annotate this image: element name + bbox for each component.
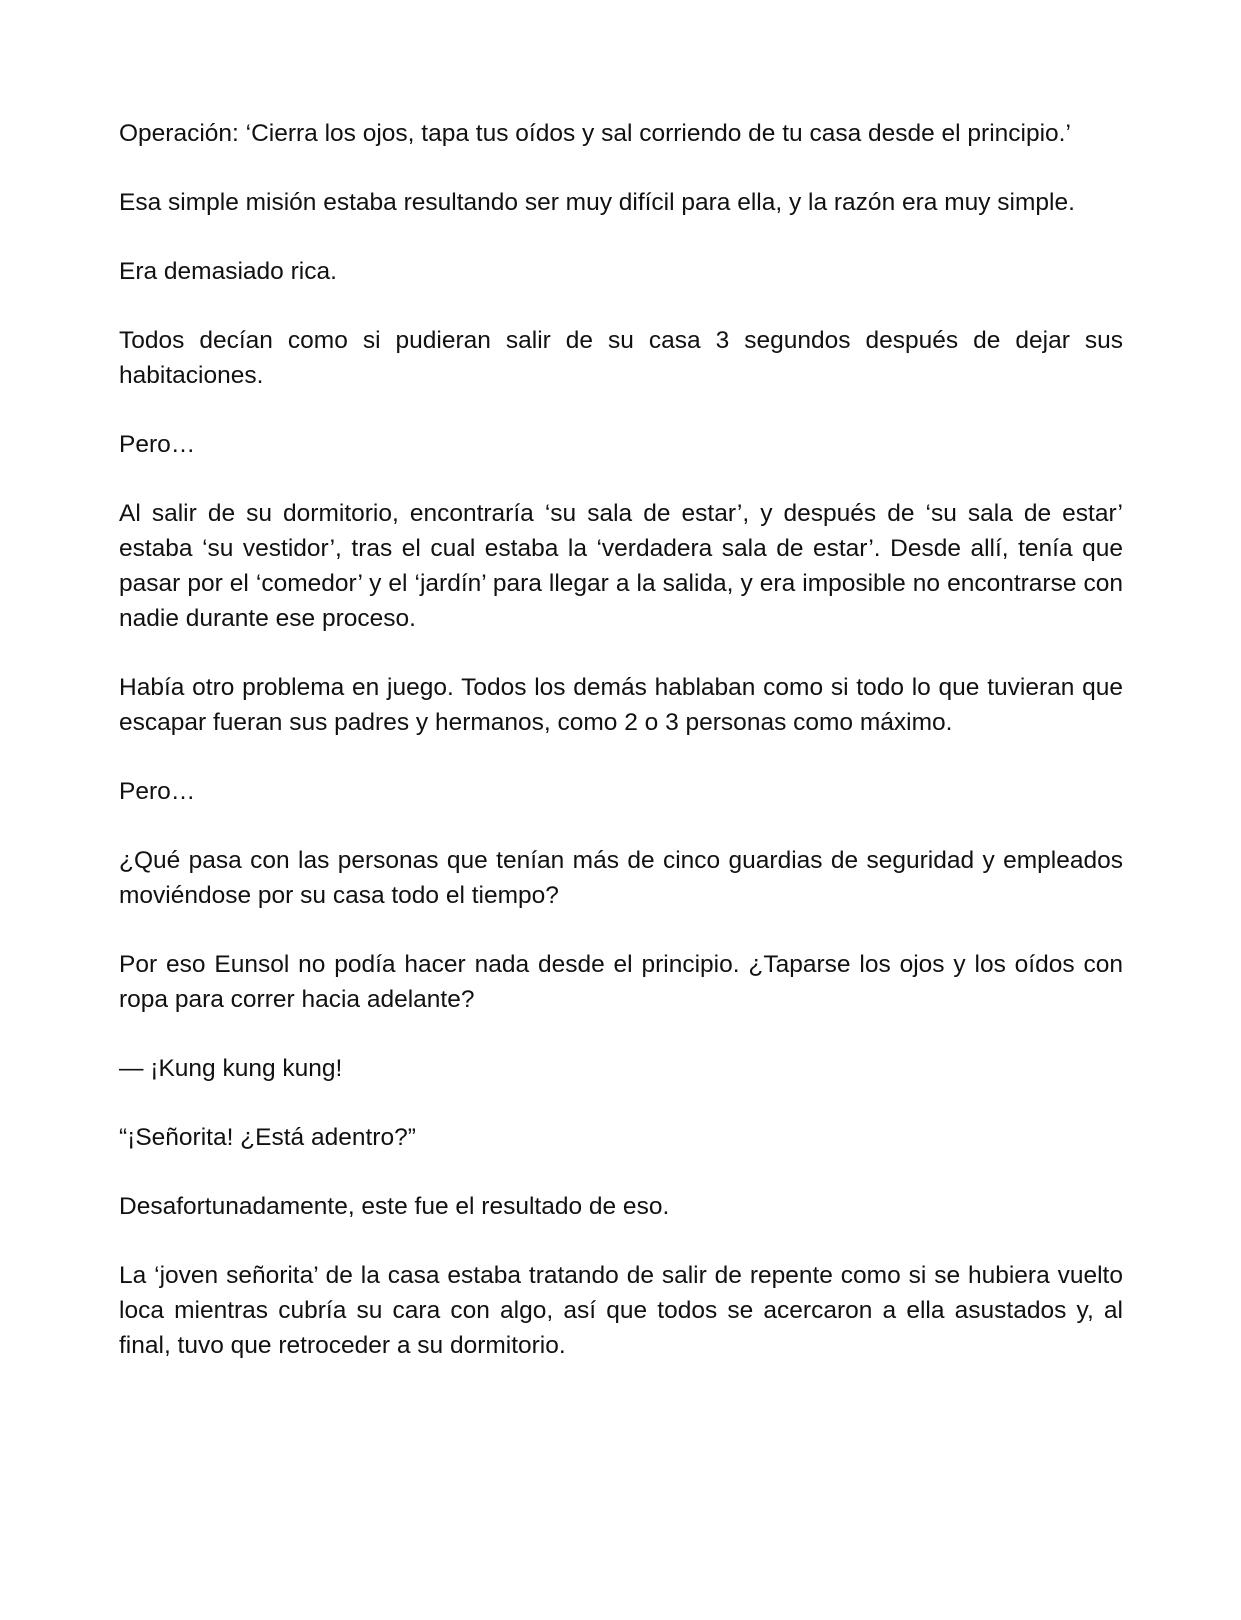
paragraph: — ¡Kung kung kung! [119,1055,343,1082]
paragraph: Era demasiado rica. [119,258,337,285]
paragraph: Todos decían como si pudieran salir de su casa 3 segundos después de dejar sus habitaciones. [119,327,1123,389]
document-page [119,116,1123,1397]
paragraph: Pero… [119,778,196,805]
paragraph: Al salir de su dormitorio, encontraría ‘su sala de estar’, y después de ‘su sala de estar’ estaba ‘su vestidor’, tras el cual estaba la ‘verdadera sala de estar’. Desde allí, tenía que pasar por el ‘comedor’ y el ‘jardín’ para llegar a la salida, y era imposible no encontrarse con nadie durante ese proceso. [119,500,1123,632]
paragraph: Operación: ‘Cierra los ojos, tapa tus oídos y sal corriendo de tu casa desde el principio.’ [119,120,1071,147]
paragraph: Pero… [119,431,196,458]
paragraph: Por eso Eunsol no podía hacer nada desde el principio. ¿Taparse los ojos y los oídos con ropa para correr hacia adelante? [119,951,1123,1013]
paragraph: La ‘joven señorita’ de la casa estaba tratando de salir de repente como si se hubiera vuelto loca mientras cubría su cara con algo, así que todos se acercaron a ella asustados y, al final, tuvo que retroceder a su dormitorio. [119,1262,1123,1359]
paragraph: Desafortunadamente, este fue el resultado de eso. [119,1193,670,1220]
paragraph: “¡Señorita! ¿Está adentro?” [119,1124,416,1151]
paragraph: Había otro problema en juego. Todos los demás hablaban como si todo lo que tuvieran que escapar fueran sus padres y hermanos, como 2 o 3 personas como máximo. [119,674,1123,736]
paragraph: Esa simple misión estaba resultando ser muy difícil para ella, y la razón era muy simple. [119,189,1075,216]
paragraph: ¿Qué pasa con las personas que tenían más de cinco guardias de seguridad y empleados moviéndose por su casa todo el tiempo? [119,847,1123,909]
